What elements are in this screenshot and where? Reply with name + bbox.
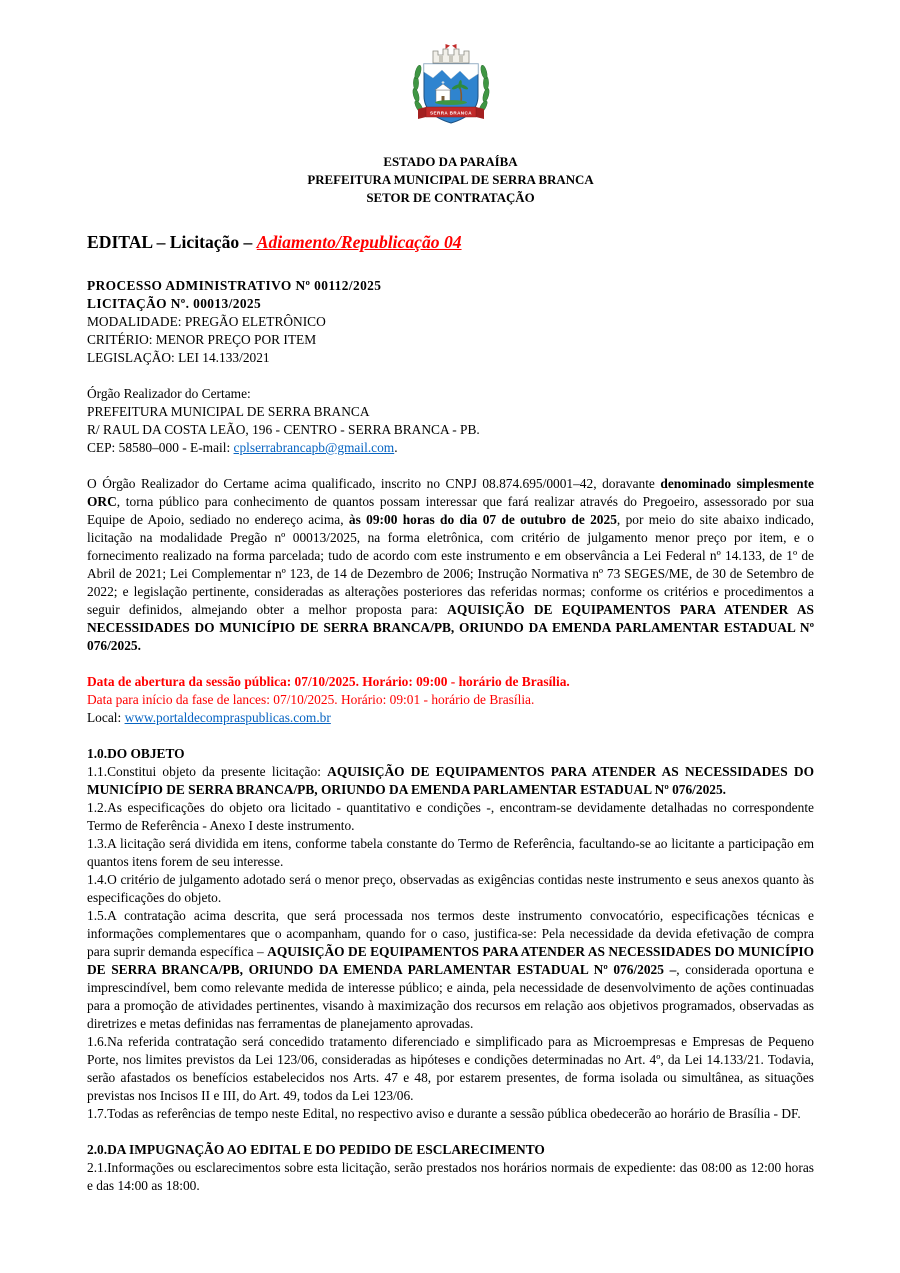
header-municipality: PREFEITURA MUNICIPAL DE SERRA BRANCA [307, 173, 594, 187]
paragraph-1-4 [87, 871, 814, 907]
session-site-line [87, 709, 814, 727]
legislation-line [87, 349, 814, 367]
organizer-name [87, 403, 814, 421]
session-block [87, 673, 814, 727]
criterion-line [87, 331, 814, 349]
text-segment: O Órgão Realizador do Certame acima qualificado, inscrito no CNPJ 08.874.695/0001–42, doravante [87, 476, 661, 491]
section-1-object [87, 745, 814, 1123]
text-segment: AQUISIÇÃO DE EQUIPAMENTOS PARA ATENDER AS NECESSIDADES DO MUNICÍPIO DE SERRA BRANCA/PB, ORIUNDO DA EMENDA PARLAMENTAR ESTADUAL Nº 076/2025. [87, 764, 814, 797]
text-segment: , torna público para conhecimento de quantos possam interessar que fará realizar através do Pregoeiro, assessorado por sua Equipe de Apoio, sediado no endereço acima, [87, 494, 814, 527]
text-segment: R/ RAUL DA COSTA LEÃO, 196 - CENTRO - SERRA BRANCA - PB. [87, 422, 480, 437]
text-segment: Data de abertura da sessão pública: 07/10/2025. Horário: 09:00 - horário de Brasília. [87, 674, 570, 689]
text-segment: CEP: 58580–000 - E-mail: [87, 440, 234, 455]
text-segment: 1.4.O critério de julgamento adotado será o menor preço, observadas as exigências contidas neste instrumento e seus anexos quanto às especificações do objeto. [87, 872, 814, 905]
paragraph-1-1 [87, 763, 814, 799]
text-segment: 1.6.Na referida contratação será concedido tratamento diferenciado e simplificado para as Microempresas e Empresas de Pequeno Porte, nos limites previstos da Lei 123/06, consideradas as hipóteses e condições determinadas no Art. 4º, da Lei 14.133/21. Todavia, serão afastados os benefícios estabelecidos nos Arts. 47 e 48, por estarem presentes, de forma isolada ou simultânea, as situações previstas nos Incisos II e III, do Art. 49, todos da Lei 123/06. [87, 1034, 814, 1103]
paragraph-1-2 [87, 799, 814, 835]
organizer-block [87, 385, 814, 457]
text-segment: EDITAL – Licitação – [87, 232, 257, 252]
text-segment: , considerada oportuna e imprescindível, bem como relevante medida de interesse público; e ainda, pela necessidade de desenvolvimento de ações continuadas para a promoção de atividades pertinentes, visando à maximização dos recursos em relação aos objetivos programados, observadas as diretrizes e metas definidas nas ferramentas de planejamento aprovadas. [87, 962, 814, 1031]
document-title [87, 231, 814, 253]
intro-paragraph [87, 475, 814, 655]
section-1-heading: 1.0.DO OBJETO [87, 746, 185, 761]
crest-crown [433, 44, 469, 63]
section-2-heading: 2.0.DA IMPUGNAÇÃO AO EDITAL E DO PEDIDO DE ESCLARECIMENTO [87, 1142, 545, 1157]
portal-link[interactable]: www.portaldecompraspublicas.com.br [124, 710, 331, 725]
paragraph-1-5 [87, 907, 814, 1033]
crest-graphic [406, 40, 496, 142]
text-segment: denominado simplesmente ORC [87, 476, 814, 509]
header-state: ESTADO DA PARAÍBA [383, 155, 518, 169]
text-segment: PROCESSO ADMINISTRATIVO Nº 00112/2025 [87, 278, 382, 293]
text-segment: 1.3.A licitação será dividida em itens, conforme tabela constante do Termo de Referência, facultando-se ao licitante a participação em quantos itens forem de seu interesse. [87, 836, 814, 869]
text-segment: 1.5.A contratação acima descrita, que será processada nos termos deste instrumento convocatório, especificações técnicas e informações complementares que o acompanham, quando for o caso, justifica-se: Pela necessidade da devida efetivação de compra para suprir demanda específica – [87, 908, 814, 959]
process-number-line [87, 277, 814, 295]
text-segment: LICITAÇÃO Nº. 00013/2025 [87, 296, 262, 311]
text-segment: Local: [87, 710, 125, 725]
text-segment: AQUISIÇÃO DE EQUIPAMENTOS PARA ATENDER AS NECESSIDADES DO MUNICÍPIO DE SERRA BRANCA/PB, ORIUNDO DA EMENDA PARLAMENTAR ESTADUAL Nº 076/2025. [87, 602, 814, 653]
bid-number-line [87, 295, 814, 313]
paragraph-1-3 [87, 835, 814, 871]
coat-of-arms [87, 40, 814, 147]
paragraph-1-7 [87, 1105, 814, 1123]
crest-ribbon [418, 107, 484, 119]
text-segment: . [394, 440, 398, 455]
process-block [87, 277, 814, 367]
text-segment: Órgão Realizador do Certame: [87, 386, 251, 401]
text-segment: 2.1.Informações ou esclarecimentos sobre esta licitação, serão prestados nos horários normais de expediente: das 08:00 as 12:00 horas e das 14:00 as 18:00. [87, 1160, 814, 1193]
paragraph-1-6 [87, 1033, 814, 1105]
paragraph-2-1 [87, 1159, 814, 1195]
text-segment: AQUISIÇÃO DE EQUIPAMENTOS PARA ATENDER AS NECESSIDADES DO MUNICÍPIO DE SERRA BRANCA/PB, ORIUNDO DA EMENDA PARLAMENTAR ESTADUAL Nº 076/2025 – [87, 944, 814, 977]
text-segment: PREFEITURA MUNICIPAL DE SERRA BRANCA [87, 404, 370, 419]
organizer-address [87, 421, 814, 439]
text-segment: CRITÉRIO: MENOR PREÇO POR ITEM [87, 332, 317, 347]
email-link[interactable]: cplserrabrancapb@gmail.com [233, 440, 395, 455]
document-header [87, 153, 814, 207]
modality-line [87, 313, 814, 331]
text-segment: às 09:00 horas do dia 07 de outubro de 2025 [348, 512, 617, 527]
text-segment: 1.2.As especificações do objeto ora licitado - quantitativo e condições -, encontram-se devidamente detalhadas no correspondente Termo de Referência - Anexo I deste instrumento. [87, 800, 814, 833]
organizer-label [87, 385, 814, 403]
session-bids-line [87, 691, 814, 709]
section-2-impugnation [87, 1141, 814, 1195]
text-segment: , por meio do site abaixo indicado, licitação na modalidade Pregão nº 00013/2025, na forma eletrônica, com critério de julgamento menor preço por item, e o fornecimento realizado na forma parcelada; tudo de acordo com este instrumento e em observância a Lei Federal nº 14.133, de 1º de Abril de 2021; Lei Complementar nº 123, de 14 de Dezembro de 2006; Instrução Normativa nº 73 SEGES/ME, de 30 de Setembro de 2022; e legislação pertinente, consideradas as alterações posteriores das referidas normas; conforme os critérios e procedimentos a seguir definidos, almejando obter a melhor proposta para: [87, 512, 814, 617]
header-department: SETOR DE CONTRATAÇÃO [366, 191, 535, 205]
text-segment: MODALIDADE: PREGÃO ELETRÔNICO [87, 314, 326, 329]
crest-banner-text: SERRA BRANCA [429, 110, 472, 116]
text-segment: Data para início da fase de lances: 07/10/2025. Horário: 09:01 - horário de Brasília. [87, 692, 535, 707]
text-segment: LEGISLAÇÃO: LEI 14.133/2021 [87, 350, 270, 365]
text-segment: 1.1.Constitui objeto da presente licitação: [87, 764, 328, 779]
organizer-contact [87, 439, 814, 457]
session-opening-line [87, 673, 814, 691]
text-segment: Adiamento/Republicação 04 [256, 232, 462, 252]
text-segment: 1.7.Todas as referências de tempo neste Edital, no respectivo aviso e durante a sessão pública obedecerão ao horário de Brasília - DF. [87, 1106, 801, 1121]
